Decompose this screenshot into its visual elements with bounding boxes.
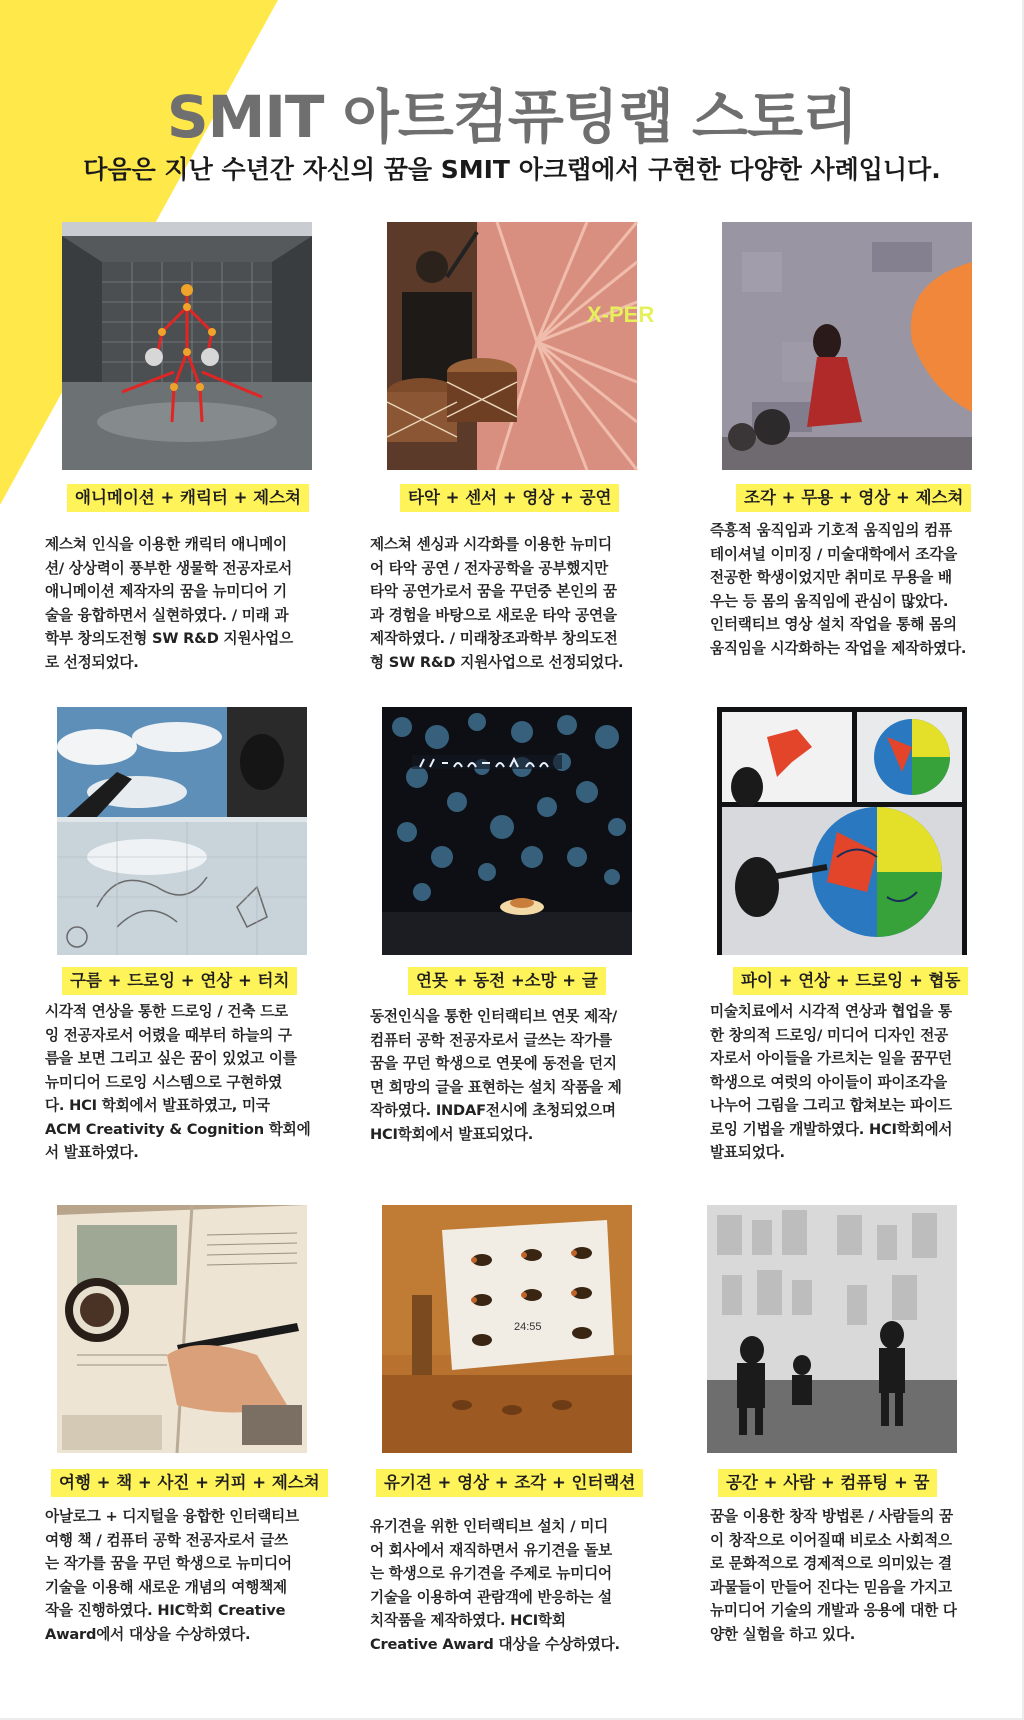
description-line: 다. HCI 학회에서 발표하였고, 미국	[45, 1097, 270, 1114]
photo-wish-pond	[382, 707, 632, 955]
photo-dance-projection	[722, 222, 972, 470]
description-line: 작하였다. INDAF전시에 초청되었으며	[370, 1102, 616, 1119]
description-line: 꿈을 꾸던 학생으로 연못에 동전을 던지	[370, 1055, 617, 1072]
description-line: 동전인식을 통한 인터랙티브 연못 제작/	[370, 1008, 618, 1025]
description-line: 아날로그 + 디지털을 융합한 인터랙티브	[45, 1508, 299, 1525]
page-title: SMIT 아트컴퓨팅랩 스토리	[166, 83, 858, 151]
description-line: 기술을 이용해 새로운 개념의 여행책제	[45, 1578, 287, 1596]
description-line: 는 학생으로 유기견을 주제로 뉴미디어	[370, 1565, 612, 1582]
description-line: 는 작가를 꿈을 꾸던 학생으로 뉴미디어	[45, 1555, 292, 1572]
description-line: ACM Creativity & Cognition 학회에	[45, 1120, 311, 1138]
description-line: 꿈을 이용한 창작 방법론 / 사람들의 꿈	[710, 1508, 953, 1525]
card-tag: 타악 + 센서 + 영상 + 공연	[400, 484, 619, 512]
description-line: 과 경험을 바탕으로 새로운 타악 공연을	[370, 606, 617, 624]
description-line: 인터랙티브 영상 설치 작업을 통해 몸의	[710, 616, 957, 633]
card-tag: 여행 + 책 + 사진 + 커피 + 제스쳐	[51, 1469, 328, 1497]
description-line: 컴퓨터 공학 전공자로서 글쓰는 작가를	[370, 1031, 612, 1049]
description-line: 어 타악 공연 / 전자공학을 공부했지만	[370, 559, 608, 577]
page-subtitle: 다음은 지난 수년간 자신의 꿈을 SMIT 아크랩에서 구현한 다양한 사례입니다.	[83, 155, 941, 184]
description-line: 전공한 학생이었지만 취미로 무용을 배	[710, 569, 952, 586]
description-line: 우는 등 몸의 움직임에 관심이 많았다.	[710, 592, 949, 610]
description-line: 잉 전공자로서 어렸을 때부터 하늘의 구	[45, 1026, 292, 1044]
card-description	[370, 1005, 655, 1146]
description-line: 유기견을 위한 인터랙티브 설치 / 미디	[370, 1518, 608, 1535]
description-line: 나누어 그림을 그리고 합쳐보는 파이드	[710, 1097, 952, 1114]
photo-skeleton-tracking	[62, 222, 312, 470]
description-line: 시각적 연상을 통한 드로잉 / 건축 드로	[45, 1003, 288, 1020]
description-line: 학부 창의도전형 SW R&D 지원사업으	[45, 630, 293, 647]
description-line: 여행 책 / 컴퓨터 공학 전공자로서 글쓰	[45, 1531, 288, 1549]
card-description	[710, 1000, 995, 1165]
description-line: 로 문화적으로 경제적으로 의미있는 결	[710, 1555, 952, 1572]
description-line: 자로서 아이들을 가르치는 일을 꿈꾸던	[710, 1050, 952, 1067]
description-line: 름을 보면 그리고 싶은 꿈이 있었고 이를	[45, 1050, 297, 1067]
description-line: 미술치료에서 시각적 연상과 협업을 통	[710, 1003, 952, 1020]
description-line: 면 희망의 글을 표현하는 설치 작품을 제	[370, 1078, 622, 1096]
description-line: Creative Award 대상을 수상하였다.	[370, 1635, 620, 1653]
description-line: 제작하였다. / 미래창조과학부 창의도전	[370, 630, 618, 647]
photo-text-timer: 24:55	[514, 1321, 542, 1333]
card-tag: 구름 + 드로잉 + 연상 + 터치	[62, 967, 297, 995]
card-description	[370, 1515, 655, 1656]
card-tag: 조각 + 무용 + 영상 + 제스쳐	[736, 484, 971, 512]
description-line: 제스쳐 센싱과 시각화를 이용한 뉴미디	[370, 536, 612, 553]
description-line: 형 SW R&D 지원사업으로 선정되었다.	[370, 653, 624, 671]
description-line: 학생으로 여럿의 아이들이 파이조각을	[710, 1073, 948, 1091]
card-tag: 애니메이션 + 캐릭터 + 제스쳐	[67, 484, 309, 512]
card-description	[45, 533, 330, 674]
description-line: 애니메이션 제작자의 꿈을 뉴미디어 기	[45, 583, 287, 600]
description-line: 양한 실험을 하고 있다.	[710, 1625, 856, 1643]
description-line: 즉흥적 움직임과 기호적 움직임의 컴퓨	[710, 522, 952, 539]
card-tag: 연못 + 동전 +소망 + 글	[408, 967, 606, 995]
description-line: 한 창의적 드로잉/ 미디어 디자인 전공	[710, 1026, 948, 1044]
description-line: 션/ 상상력이 풍부한 생물학 전공자로서	[45, 559, 293, 577]
description-line: 어 회사에서 재직하면서 유기견을 돌보	[370, 1541, 612, 1559]
photo-cloud-drawing	[57, 707, 307, 955]
description-line: 술을 융합하면서 실현하였다. / 미래 과	[45, 606, 289, 624]
description-line: 발표되었다.	[710, 1144, 785, 1161]
description-line: HCI학회에서 발표되었다.	[370, 1125, 534, 1143]
photo-space-people	[707, 1205, 957, 1453]
description-line: 기술을 이용하여 관람객에 반응하는 설	[370, 1588, 612, 1606]
card-tag: 공간 + 사람 + 컴퓨팅 + 꿈	[718, 1469, 937, 1497]
photo-pie-drawing	[717, 707, 967, 955]
card-description	[710, 519, 995, 660]
photo-travel-book	[57, 1205, 307, 1453]
description-line: 로 선정되었다.	[45, 653, 139, 671]
description-line: Award에서 대상을 수상하였다.	[45, 1625, 251, 1643]
card-description	[45, 1000, 330, 1165]
description-line: 치작품을 제작하였다. HCI학회	[370, 1612, 566, 1629]
card-description	[370, 533, 655, 674]
description-line: 움직임을 시각화하는 작업을 제작하였다.	[710, 639, 967, 657]
description-line: 타악 공연가로서 꿈을 꾸던중 본인의 꿈	[370, 583, 617, 600]
photo-dog-installation	[382, 1205, 632, 1453]
card-tag: 유기견 + 영상 + 조각 + 인터랙션	[376, 1469, 643, 1497]
description-line: 뉴미디어 드로잉 시스템으로 구현하였	[45, 1073, 283, 1091]
description-line: 제스쳐 인식을 이용한 캐릭터 애니메이	[45, 536, 287, 553]
description-line: 작을 진행하였다. HIC학회 Creative	[45, 1602, 286, 1619]
card-description	[45, 1505, 330, 1646]
description-line: 뉴미디어 기술의 개발과 응용에 대한 다	[710, 1602, 957, 1619]
description-line: 과물들이 만들어 진다는 믿음을 가지고	[710, 1578, 952, 1596]
card-tag: 파이 + 연상 + 드로잉 + 협동	[733, 967, 968, 995]
description-line: 로잉 기법을 개발하였다. HCI학회에서	[710, 1120, 953, 1138]
description-line: 이 창작으로 이어질때 비로소 사회적으	[710, 1531, 952, 1549]
description-line: 테이셔널 이미징 / 미술대학에서 조각을	[710, 545, 958, 563]
photo-percussion-performance	[387, 222, 655, 470]
photo-text-xper: X-PER	[587, 302, 655, 327]
card-description	[710, 1505, 995, 1646]
description-line: 서 발표하였다.	[45, 1144, 139, 1161]
